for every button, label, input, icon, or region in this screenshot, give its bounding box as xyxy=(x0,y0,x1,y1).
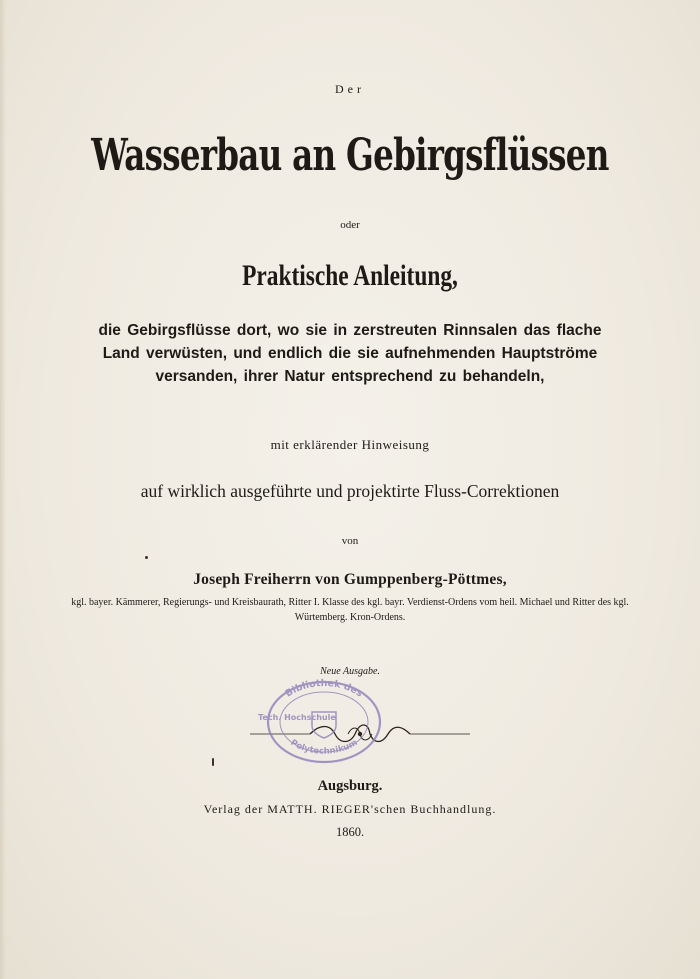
subtitle: Praktische Anleitung, xyxy=(242,259,458,292)
author-titles: kgl. bayer. Kämmerer, Regierungs- und Kreisbaurath, Ritter I. Klasse des kgl. bayr. Verdienst-Ordens vom heil. Michael und Ritter des kgl. Würtemberg. Kron-Ordens. xyxy=(71,597,629,623)
library-stamp xyxy=(252,676,396,766)
svg-text:Bibliothek des xyxy=(283,678,364,700)
explanation-line: mit erklärender Hinweisung xyxy=(270,437,430,452)
publisher-name: Verlag der MATTH. RIEGER'schen Buchhandlung. xyxy=(203,802,497,816)
ink-speck xyxy=(145,556,148,559)
stamp-text-top: Bibliothek des xyxy=(283,677,365,700)
ink-speck xyxy=(212,758,214,766)
stamp-text-bottom: Polytechnikum xyxy=(288,737,360,757)
by-line: von xyxy=(341,535,359,547)
edition-note: Neue Ausgabe. xyxy=(320,666,380,677)
title-article: Der xyxy=(335,82,365,96)
reference-line: auf wirklich ausgeführte und projektirte Fluss-Correktionen xyxy=(140,481,560,501)
publication-year: 1860. xyxy=(335,825,365,839)
title-conjunction: oder xyxy=(340,219,360,231)
main-title: Wasserbau an Gebirgsflüssen xyxy=(91,130,609,181)
stamp-text-left: Tech. Hochschule xyxy=(258,713,336,722)
svg-text:Polytechnikum xyxy=(289,738,360,757)
description: die Gebirgsflüsse dort, wo sie in zerstreuten Rinnsalen das flache Land verwüsten, und endlich die sie aufnehmenden Hauptströme versanden, ihrer Natur entsprechend zu behandeln, xyxy=(98,322,602,385)
author-name: Joseph Freiherrn von Gumppenberg-Pöttmes, xyxy=(193,571,507,588)
publisher-city: Augsburg. xyxy=(317,778,383,794)
